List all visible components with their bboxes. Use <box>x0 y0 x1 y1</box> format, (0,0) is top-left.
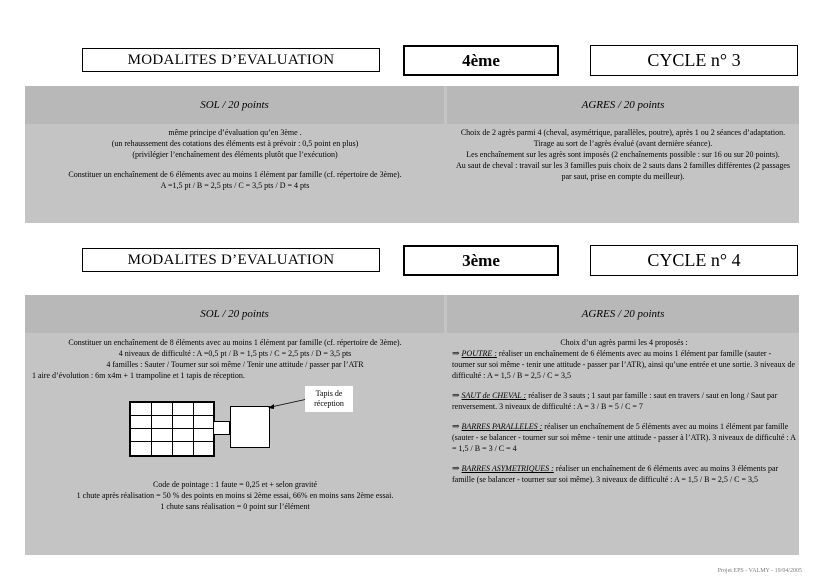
floor-cell <box>130 441 152 456</box>
agres-line: Au saut de cheval : travail sur les 3 familles puis choix de 2 sauts dans 2 familles différentes (2 passages par saut, prise en compte du meilleur). <box>456 161 790 181</box>
floor-cell <box>151 441 173 456</box>
floor-cell <box>130 428 152 442</box>
trampoline <box>213 421 230 435</box>
floor-cell <box>151 415 173 429</box>
sol-line: (privilégier l’enchaînement des éléments plutôt que l’exécution) <box>132 150 338 159</box>
arrow-right-icon: ⇒ <box>452 463 460 473</box>
floor-cell <box>130 415 152 429</box>
sol-line: A =1,5 pt / B = 2,5 pts / C = 3,5 pts / D = 4 pts <box>160 181 310 190</box>
floor-cell <box>151 402 173 416</box>
footer-note: Projet EPS - VALMY - 19/04/2005 <box>717 568 802 574</box>
arrow-right-icon: ⇒ <box>452 348 460 358</box>
agres-item-name: BARRES PARALLELES : <box>461 422 543 431</box>
section2-sol-text-top <box>32 337 438 381</box>
sol-line: Constituer un enchaînement de 6 éléments avec au moins 1 élément par famille (cf. répertoire de 3ème). <box>68 170 402 179</box>
agres-item-text: réaliser de 3 sauts ; 1 saut par famille : saut en travers / saut en long / Saut par renversement. 3 niveaux de difficulté : A = 3 / B = 5 / C = 7 <box>452 391 778 411</box>
sol-line: 1 chute après réalisation = 50 % des points en moins si 2ème essai, 66% en moins sans 2ème essai. <box>76 491 394 500</box>
agres-intro: Choix d’un agrès parmi les 4 proposés : <box>560 338 688 347</box>
sol-line: Code de pointage : 1 faute = 0,25 et + selon gravité <box>152 480 318 489</box>
agres-line: Choix de 2 agrès parmi 4 (cheval, asymétrique, parallèles, poutre), après 1 ou 2 séances d’adaptation. <box>460 128 786 137</box>
agres-item-name: BARRES ASYMETRIQUES : <box>461 464 554 473</box>
sol-line: (un rehaussement des cotations des éléments est à prévoir : 0,5 point en plus) <box>111 139 359 148</box>
arrow-right-icon: ⇒ <box>452 421 460 431</box>
sol-line: Constituer un enchaînement de 8 éléments avec au moins 1 élément par famille (cf. répertoire de 3ème). <box>68 338 402 347</box>
floor-cell <box>193 415 214 429</box>
agres-line: Tirage au sort de l’agrès évalué (avant dernière séance). <box>533 139 713 148</box>
section2-cycle: CYCLE n° 4 <box>590 245 798 276</box>
agres-item-text: réaliser un enchaînement de 6 éléments avec au moins 3 éléments par famille (se balancer - tourner sur soi même). 3 niveaux de difficulté : A = 1,5 / B = 2,5 / C = 3,5 <box>452 464 779 484</box>
floor-cell <box>130 402 152 416</box>
section1-sol-text <box>32 127 438 191</box>
floor-cell <box>172 428 194 442</box>
section2-agres-text <box>452 337 796 485</box>
agres-item-text: réaliser un enchaînement de 5 éléments avec au moins 1 élément par famille (sauter - se balancer - tourner sur soi même - tenir une attitude - passer à l’ATR). 3 niveaux de difficulté : A = 1,5 / B = 3 / C = 4 <box>452 422 796 453</box>
agres-item-name: POUTRE : <box>461 349 497 358</box>
floor-cell <box>172 402 194 416</box>
section2-sol-text-bottom <box>32 479 438 512</box>
section1-sol-header: SOL / 20 points <box>25 86 444 124</box>
tapis-label: Tapis de réception <box>305 386 353 412</box>
sol-line: 4 familles : Sauter / Tourner sur soi même / Tenir une attitude / passer par l’ATR <box>106 360 364 369</box>
arrow-right-icon: ⇒ <box>452 390 460 400</box>
section1-cycle: CYCLE n° 3 <box>590 45 798 76</box>
section1-level: 4ème <box>403 45 559 76</box>
sol-line: 1 aire d’évolution : 6m x4m + 1 trampoline et 1 tapis de réception. <box>32 371 245 380</box>
agres-item-poutre <box>452 348 796 381</box>
agres-line: Les enchaînement sur les agrès sont imposés (2 enchaînements possible : sur 16 ou sur 20 points). <box>466 150 780 159</box>
agres-item-name: SAUT de CHEVAL : <box>461 391 527 400</box>
sol-line: même principe d’évaluation qu’en 3ème . <box>168 128 302 137</box>
floor-cell <box>151 428 173 442</box>
floor-cell <box>193 428 214 442</box>
sol-spacer <box>32 160 438 169</box>
section1-title: MODALITES D’EVALUATION <box>82 48 380 72</box>
section2-title: MODALITES D’EVALUATION <box>82 248 380 272</box>
section2-sol-header: SOL / 20 points <box>25 295 444 333</box>
agres-item-saut <box>452 390 796 412</box>
landing-mat <box>230 406 270 448</box>
section1-agres-header: AGRES / 20 points <box>447 86 799 124</box>
agres-item-asymetriques <box>452 463 796 485</box>
floor-cell <box>193 402 214 416</box>
agres-item-paralleles <box>452 421 796 454</box>
section2-level: 3ème <box>403 245 559 276</box>
agres-item-text: réaliser un enchaînement de 6 éléments avec au moins 1 élément par famille (sauter - tourner sur soi même - tenir une attitude - passer par l’ATR), ainsi qu’une entrée et une sortie. 3 niveaux de difficulté : A = 1,5 / B = 2,5 / C = 3,5 <box>452 349 795 380</box>
section1-agres-text <box>452 127 794 182</box>
floor-area-diagram <box>129 401 215 457</box>
floor-cell <box>172 415 194 429</box>
sol-line: 1 chute sans réalisation = 0 point sur l’élément <box>160 502 310 511</box>
floor-cell <box>172 441 194 456</box>
section2-agres-header: AGRES / 20 points <box>447 295 799 333</box>
sol-line: 4 niveaux de difficulté : A =0,5 pt / B = 1,5 pts / C = 2,5 pts / D = 3,5 pts <box>118 349 352 358</box>
floor-cell <box>193 441 214 456</box>
